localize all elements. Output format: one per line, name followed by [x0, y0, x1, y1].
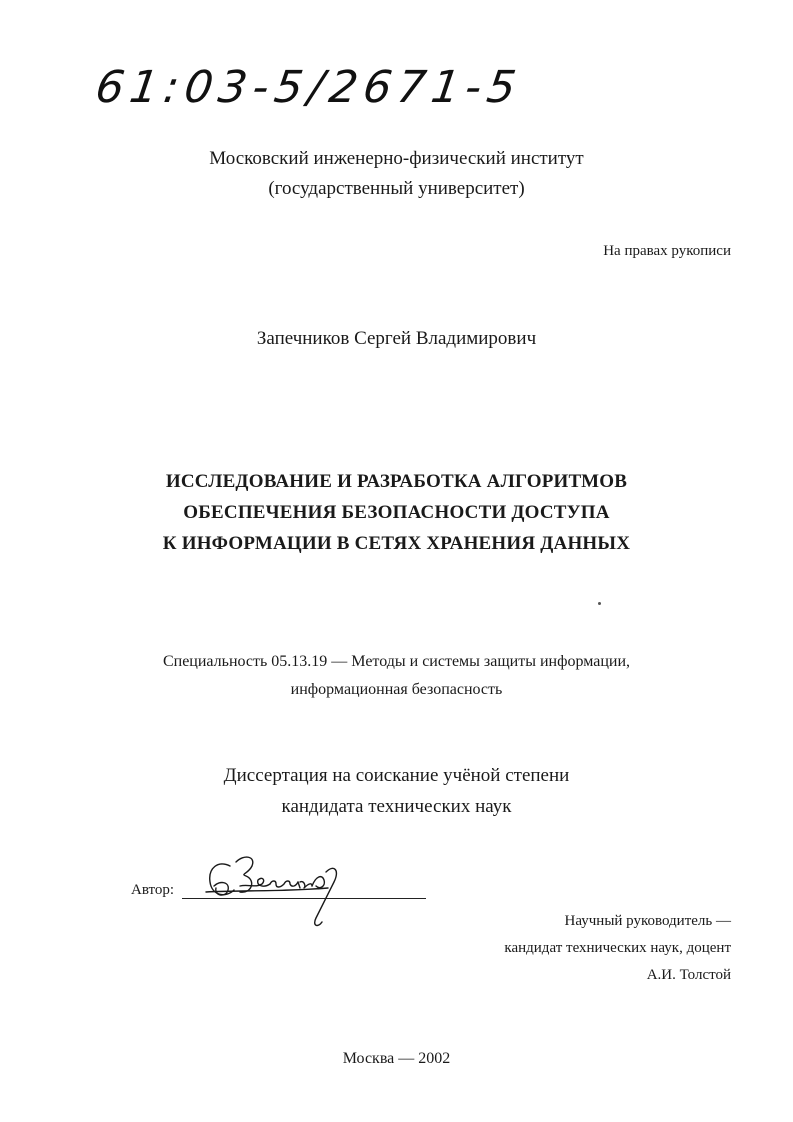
dissertation-title [0, 466, 793, 559]
scan-speck [598, 602, 601, 605]
supervisor-degree: кандидат технических наук, доцент [504, 940, 731, 956]
title-line-2: ОБЕСПЕЧЕНИЯ БЕЗОПАСНОСТИ ДОСТУПА [183, 502, 610, 523]
degree-line-2: кандидата технических наук [281, 796, 512, 817]
degree-line-1: Диссертация на соискание учёной степени [223, 765, 570, 786]
supervisor [504, 908, 731, 989]
title-line-1: ИССЛЕДОВАНИЕ И РАЗРАБОТКА АЛГОРИТМОВ [165, 471, 628, 492]
specialty [0, 648, 793, 704]
author-signature [200, 846, 360, 934]
supervisor-role: Научный руководитель — [564, 913, 731, 929]
institution-status: (государственный университет) [268, 178, 525, 199]
specialty-line-2: информационная безопасность [290, 681, 503, 698]
author-label: Автор: [131, 882, 175, 898]
manuscript-rights: На правах рукописи [603, 243, 731, 259]
specialty-line-1: Специальность 05.13.19 — Методы и системы защиты информации, [162, 653, 631, 670]
degree-statement [0, 760, 793, 822]
author-name: Запечников Сергей Владимирович [256, 328, 537, 349]
title-line-3: К ИНФОРМАЦИИ В СЕТЯХ ХРАНЕНИЯ ДАННЫХ [162, 533, 631, 554]
supervisor-name: А.И. Толстой [646, 967, 731, 983]
city-year: Москва — 2002 [342, 1050, 451, 1067]
archive-number: 61:03-5/2671-5 [92, 62, 525, 113]
institution [0, 144, 793, 204]
institution-name: Московский инженерно-физический институт [209, 148, 584, 169]
